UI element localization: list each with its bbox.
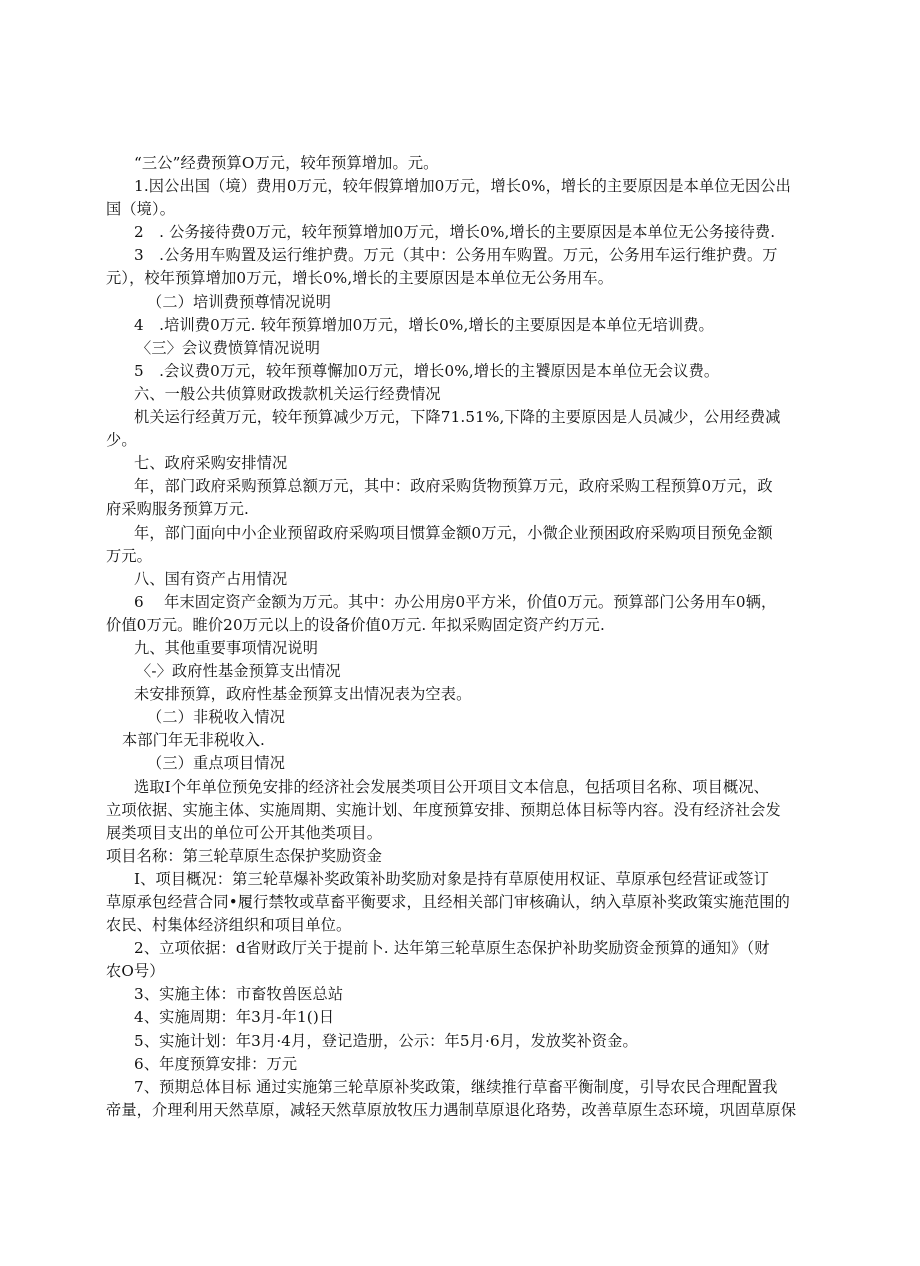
paragraph-line: 九、其他重要事项情况说明 <box>134 638 319 657</box>
document-page <box>0 152 920 1122</box>
paragraph-line: 6、年度预算安排：万元 <box>134 1054 298 1073</box>
paragraph-line: “三公”经费预算O万元，较年预算增加。元。 <box>134 154 439 172</box>
paragraph-line: 六、一般公共侦算财政拨款机关运行经费情况 <box>134 384 441 403</box>
paragraph-line: 选取I个年单位预免安排的经济社会发展类项目公开项目文本信息，包括项目名称、项目概况、 <box>134 777 769 796</box>
paragraph-line: 5、实施计划：年3月·4月，登记造册，公示：年5月·6月，发放奖补资金。 <box>134 1031 638 1050</box>
paragraph-line: 5 .会议费0万元，较年预尊懈加0万元，增长0%,增长的主饕原因是本单位无会议费。 <box>134 361 720 380</box>
paragraph-line: 府采购服务预算万元. <box>106 500 250 519</box>
paragraph-line: 少。 <box>106 431 137 450</box>
paragraph-line: 帝量，介理利用天然草原，减轻天然草原放牧压力遇制草原退化珞势，改善草原生态环境，巩固草原保 <box>106 1100 797 1119</box>
paragraph-line: 年，部门政府采购预算总额万元，其中：政府采购货物预算万元，政府采购工程预算0万元，政 <box>134 477 773 496</box>
paragraph-line: 项目名称：第三轮草原生态保护奖励资金 <box>106 846 383 865</box>
paragraph-line: 未安排预算，政府性基金预算支出情况表为空表。 <box>134 685 472 704</box>
paragraph-line: 展类项目支出的单位可公开其他类项目。 <box>106 823 383 842</box>
paragraph-line: 元），校年预算增加0万元，增长0%,增长的主要原因是本单位无公务用车。 <box>106 269 614 288</box>
paragraph-line: 4 .培训费0万元. 较年预算增加0万元，增长0%,增长的主要原因是本单位无培训费。 <box>134 315 714 334</box>
paragraph-line: 八、国有资产占用情况 <box>134 569 288 588</box>
paragraph-line: 3 .公务用车购置及运行维护费。万元（其中：公务用车购置。万元，公务用车运行维护费。万 <box>134 246 778 265</box>
paragraph-line: 7、预期总体目标 通过实施第三轮草原补奖政策，继续推行草畜平衡制度，引导农民合理配置我 <box>134 1077 778 1096</box>
paragraph-line: 3、实施主体：市畜牧兽医总站 <box>134 985 344 1004</box>
paragraph-line: 〈-〉政府性基金预算支出情况 <box>136 662 341 681</box>
paragraph-line: 机关运行经黄万元，较年预算减少万元，下降71.51%,下降的主要原因是人员减少，公用经费减 <box>134 408 781 427</box>
paragraph-line: 4、实施周期：年3月-年1()日 <box>134 1008 335 1027</box>
paragraph-line: 国（境）。 <box>106 200 176 219</box>
paragraph-line: 农O号） <box>106 962 165 981</box>
paragraph-line: 草原承包经营合同•履行禁牧或草畜平衡要求，且经相关部门审核确认，纳入草原补奖政策实施范围的 <box>106 893 790 911</box>
paragraph-line: 2、立项依据：d省财政厅关于提前卜. 达年第三轮草原生态保护补助奖励资金预算的通知》（财 <box>134 939 770 958</box>
paragraph-line: 农民、村集体经济组织和项目单位。 <box>106 916 352 935</box>
paragraph-line: 万元。 <box>106 546 153 565</box>
paragraph-line: 2 . 公务接待费0万元，较年预算增加0万元，增长0%,增长的主要原因是本单位无公务接待费. <box>134 223 776 242</box>
paragraph-line: 价值0万元。睢价20万元以上的设备价值0万元. 年拟采购固定资产约万元. <box>106 615 605 634</box>
paragraph-line: 七、政府采购安排情况 <box>134 454 288 473</box>
paragraph-line: 本部门年无非税收入. <box>122 731 266 750</box>
paragraph-line: 立项依据、实施主体、实施周期、实施计划、年度预算安排、预期总体目标等内容。没有经济社会发 <box>106 800 781 819</box>
paragraph-line: 1.因公出国（境）费用0万元，较年假算增加0万元，增长0%，增长的主要原因是本单位无因公出 <box>134 177 791 196</box>
paragraph-line: （二）培训费预尊情况说明 <box>147 292 332 311</box>
paragraph-line: 年，部门面向中小企业预留政府采购项目惯算金额0万元，小微企业预困政府采购项目预免金额 <box>134 523 773 542</box>
paragraph-line: 〈三〉会议费愤算情况说明 <box>136 338 321 357</box>
paragraph-line: I、项目概况：第三轮草爆补奖政策补助奖励对象是持有草原使用权证、草原承包经营证或签订 <box>134 869 769 888</box>
paragraph-line: （三）重点项目情况 <box>147 754 286 773</box>
paragraph-line: （二）非税收入情况 <box>147 708 286 727</box>
paragraph-line: 6 年末固定资产金额为万元。其中：办公用房0平方米，价值0万元。预算部门公务用车0辆， <box>134 592 777 611</box>
